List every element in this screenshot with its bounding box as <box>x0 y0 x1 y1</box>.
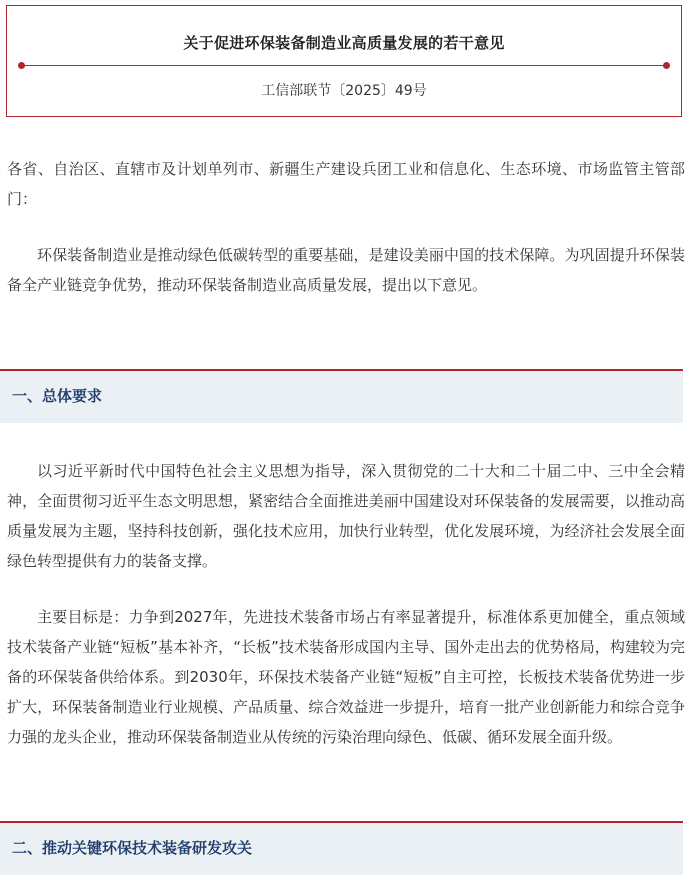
document-number: 工信部联节〔2025〕49号 <box>261 83 427 99</box>
section-1-paragraph-1: 以习近平新时代中国特色社会主义思想为指导，深入贯彻党的二十大和二十届二中、三中全会精神，全面贯彻习近平生态文明思想，紧密结合全面推进美丽中国建设对环保装备的发展需要，以推动高质量发展为主题，坚持科技创新，强化技术应用，加快行业转型，优化发展环境，为经济社会发展全面绿色转型提供有力的装备支撑。 <box>7 462 685 570</box>
section-heading-2 <box>0 821 683 875</box>
header-divider <box>21 65 667 66</box>
document-title: 关于促进环保装备制造业高质量发展的若干意见 <box>183 34 505 52</box>
section-heading-1 <box>0 369 683 423</box>
divider-dot-left <box>18 62 25 69</box>
section-heading-2-text: 二、推动关键环保技术装备研发攻关 <box>12 839 253 857</box>
section-1-paragraph-2: 主要目标是：力争到2027年，先进技术装备市场占有率显著提升，标准体系更加健全，重点领域技术装备产业链“短板”基本补齐，“长板”技术装备形成国内主导、国外走出去的优势格局，构建较为完备的环保装备供给体系。到2030年，环保技术装备产业链“短板”自主可控，长板技术装备优势进一步扩大，环保装备制造业行业规模、产品质量、综合效益进一步提升，培育一批产业创新能力和综合竞争力强的龙头企业，推动环保装备制造业从传统的污染治理向绿色、低碳、循环发展全面升级。 <box>7 608 685 746</box>
recipients-paragraph: 各省、自治区、直辖市及计划单列市、新疆生产建设兵团工业和信息化、生态环境、市场监管主管部门： <box>7 160 685 208</box>
divider-dot-right <box>663 62 670 69</box>
document-header <box>6 5 682 117</box>
section-heading-1-text: 一、总体要求 <box>12 387 103 405</box>
intro-paragraph: 环保装备制造业是推动绿色低碳转型的重要基础，是建设美丽中国的技术保障。为巩固提升环保装备全产业链竞争优势，推动环保装备制造业高质量发展，提出以下意见。 <box>7 246 685 294</box>
